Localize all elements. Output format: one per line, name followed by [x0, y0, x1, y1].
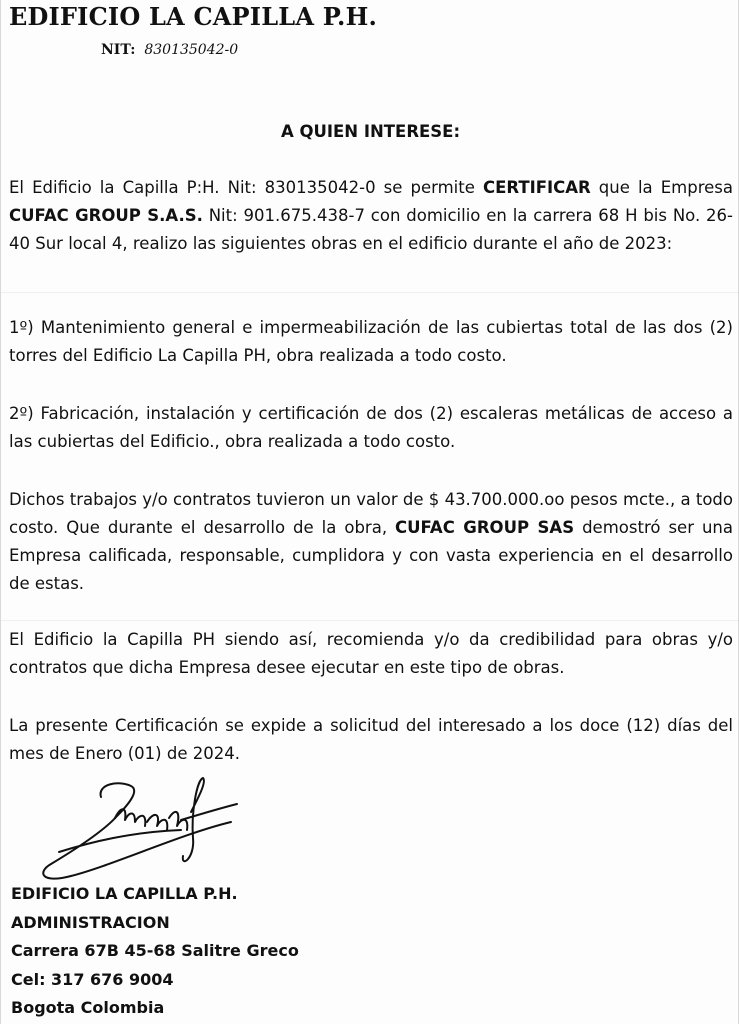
footer-contact [11, 880, 299, 1023]
footer-address: Carrera 67B 45-68 Salitre Greco [11, 941, 299, 960]
paragraph-intro [9, 174, 733, 258]
footer-department: ADMINISTRACION [11, 912, 170, 932]
intro-text-1: El Edificio la Capilla P:H. Nit: 830135042-0 se permite [9, 178, 483, 197]
intro-bold-company: CUFAC GROUP S.A.S. [9, 206, 203, 225]
intro-bold-certificar: CERTIFICAR [482, 178, 591, 197]
handwritten-signature [31, 772, 251, 884]
value-text-1: Dichos trabajos y/o contratos tuvieron un valor de $ 43.700.000.oo pesos mcte., a todo costo. Que durante el desarrollo de la obra, [9, 490, 733, 537]
addressee-heading: A QUIEN INTERESE: [280, 122, 461, 141]
footer-city: Bogota Colombia [11, 998, 165, 1017]
paragraph-item-2: 2º) Fabricación, instalación y certificación de dos (2) escaleras metálicas de acceso a las cubiertas del Edificio., obra realizada a todo costo. [9, 404, 733, 451]
letterhead-title: EDIFICIO LA CAPILLA P.H. [9, 2, 378, 31]
intro-text-2: que la Empresa [590, 178, 733, 197]
nit-value: 830135042-0 [144, 42, 239, 58]
letterhead-nit [101, 42, 238, 58]
paper-crease [1, 292, 739, 293]
paragraph-item-1: 1º) Mantenimiento general e impermeabilización de las cubiertas total de las dos (2) torres del Edificio La Capilla PH, obra realizada a todo costo. [9, 318, 733, 365]
footer-building-name: EDIFICIO LA CAPILLA P.H. [11, 884, 238, 903]
paragraph-issuance: La presente Certificación se expide a solicitud del interesado a los doce (12) días del mes de Enero (01) de 2024. [9, 716, 733, 763]
nit-label: NIT: [101, 42, 136, 58]
footer-phone: Cel: 317 676 9004 [11, 969, 174, 989]
paragraph-recommendation: El Edificio la Capilla PH siendo así, recomienda y/o da credibilidad para obras y/o contratos que dicha Empresa desee ejecutar en este tipo de obras. [9, 630, 733, 677]
value-text-2: demostró ser una Empresa calificada, responsable, cumplidora y con vasta experiencia en el desarrollo de estas. [9, 518, 733, 593]
value-bold-company: CUFAC GROUP SAS [395, 518, 575, 537]
paper-crease [1, 620, 739, 621]
intro-text-3: Nit: 901.675.438-7 con domicilio en la carrera 68 H bis No. 26-40 Sur local 4, realizo las siguientes obras en el edificio durante el año de 2023: [9, 206, 733, 253]
paragraph-value [9, 486, 733, 598]
